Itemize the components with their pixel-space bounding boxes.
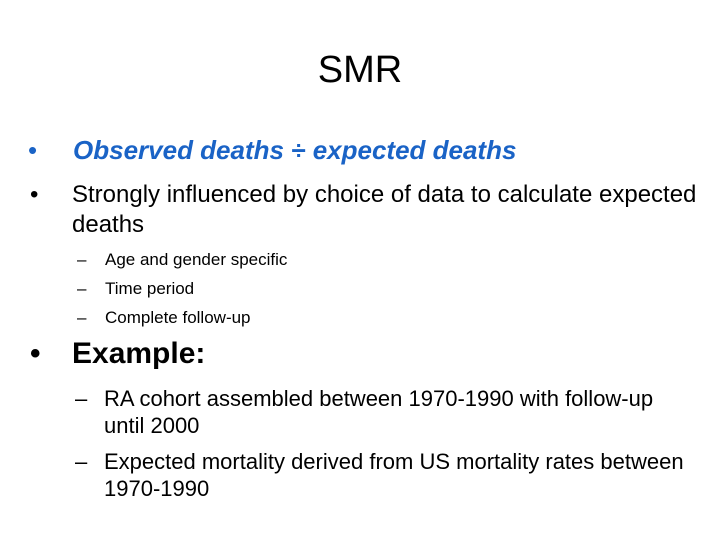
subitem-text: Time period xyxy=(105,279,195,298)
subitem-text: Age and gender specific xyxy=(105,250,288,269)
subitem-time-period xyxy=(77,279,677,299)
bullet-text: Example: xyxy=(72,337,206,370)
subitem-ra-cohort xyxy=(75,385,685,439)
dash-marker: – xyxy=(77,250,87,269)
subitem-age-gender xyxy=(77,250,677,270)
bullet-observed-expected xyxy=(28,134,708,166)
dash-marker: – xyxy=(75,449,88,474)
dash-marker: – xyxy=(75,386,88,411)
subitem-expected-mortality xyxy=(75,448,685,502)
bullet-marker: • xyxy=(30,337,41,370)
bullet-marker: • xyxy=(30,181,39,208)
subitem-text: Expected mortality derived from US mortality rates between 1970-1990 xyxy=(104,449,684,501)
bullet-text: Observed deaths ÷ expected deaths xyxy=(73,135,517,165)
subitem-text: RA cohort assembled between 1970-1990 with follow-up until 2000 xyxy=(104,386,654,438)
bullet-marker: • xyxy=(28,135,38,165)
bullet-text: Strongly influenced by choice of data to calculate expected deaths xyxy=(72,181,697,238)
bullet-example xyxy=(30,336,700,372)
slide-title: SMR xyxy=(317,49,403,91)
subitem-complete-followup xyxy=(77,308,677,328)
dash-marker: – xyxy=(77,279,87,298)
bullet-strongly-influenced xyxy=(30,180,700,240)
dash-marker: – xyxy=(77,308,87,327)
subitem-text: Complete follow-up xyxy=(105,308,251,327)
